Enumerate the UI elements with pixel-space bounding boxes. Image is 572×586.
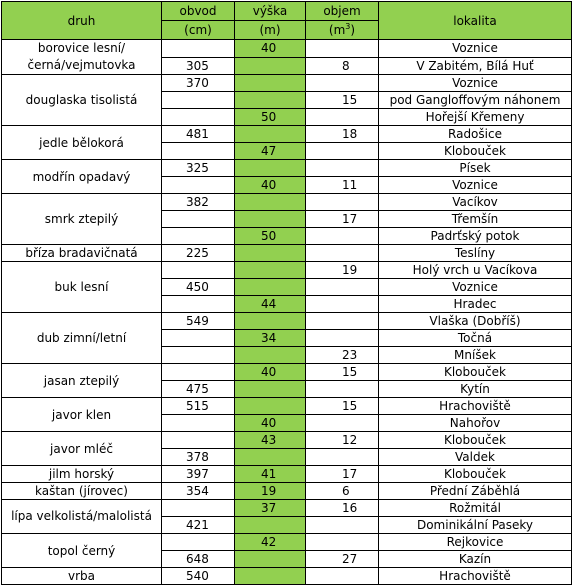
cell-lokalita: Točná [379, 330, 572, 347]
table-row [2, 313, 572, 330]
cell-vyska [235, 279, 306, 296]
cell-lokalita: Valdek [379, 449, 572, 466]
cell-vyska: 47 [235, 143, 306, 160]
cell-vyska [235, 381, 306, 398]
cell-vyska [235, 211, 306, 228]
cell-druh: buk lesní [2, 262, 162, 313]
objem-unit-close: ) [350, 23, 356, 37]
cell-lokalita: pod Gangloffovým náhonem [379, 92, 572, 109]
table-row [2, 364, 572, 381]
cell-vyska [235, 313, 306, 330]
cell-vyska: 40 [235, 364, 306, 381]
cell-vyska: 19 [235, 483, 306, 500]
table-row [2, 534, 572, 551]
cell-druh: modřín opadavý [2, 160, 162, 194]
cell-objem [306, 313, 379, 330]
cell-obvod: 325 [162, 160, 235, 177]
cell-objem [306, 40, 379, 58]
cell-obvod: 475 [162, 381, 235, 398]
objem-unit-sup: 3 [345, 22, 351, 31]
cell-objem [306, 245, 379, 262]
cell-lokalita: Vacíkov [379, 194, 572, 211]
cell-lokalita: Hrachoviště [379, 568, 572, 585]
cell-obvod [162, 211, 235, 228]
cell-lokalita: Klobouček [379, 432, 572, 449]
cell-druh: lípa velkolistá/malolistá [2, 500, 162, 534]
cell-lokalita: Písek [379, 160, 572, 177]
cell-vyska: 41 [235, 466, 306, 483]
cell-obvod [162, 415, 235, 432]
cell-lokalita: Rejkovice [379, 534, 572, 551]
cell-objem [306, 330, 379, 347]
cell-lokalita: Vlaška (Dobříš) [379, 313, 572, 330]
cell-vyska [235, 262, 306, 279]
cell-lokalita: Klobouček [379, 466, 572, 483]
cell-obvod: 540 [162, 568, 235, 585]
cell-obvod [162, 92, 235, 109]
cell-obvod: 370 [162, 75, 235, 92]
cell-vyska: 42 [235, 534, 306, 551]
cell-vyska: 44 [235, 296, 306, 313]
header-vyska: výška [235, 2, 306, 21]
cell-lokalita: Kytín [379, 381, 572, 398]
cell-lokalita: Voznice [379, 40, 572, 58]
cell-lokalita: V Zabitém, Bílá Huť [379, 57, 572, 75]
cell-objem [306, 517, 379, 534]
cell-druh: kaštan (jírovec) [2, 483, 162, 500]
cell-objem [306, 109, 379, 126]
table-row [2, 160, 572, 177]
cell-obvod [162, 347, 235, 364]
header-objem-unit [306, 21, 379, 40]
cell-vyska: 40 [235, 40, 306, 58]
cell-obvod: 549 [162, 313, 235, 330]
cell-objem: 8 [306, 57, 379, 75]
cell-druh: jasan ztepilý [2, 364, 162, 398]
cell-objem: 12 [306, 432, 379, 449]
cell-vyska [235, 449, 306, 466]
cell-obvod [162, 534, 235, 551]
table-row [2, 483, 572, 500]
cell-objem [306, 160, 379, 177]
table-row [2, 466, 572, 483]
table-row [2, 245, 572, 262]
cell-objem: 18 [306, 126, 379, 143]
cell-druh: bříza bradavičnatá [2, 245, 162, 262]
cell-lokalita: Voznice [379, 279, 572, 296]
cell-objem: 15 [306, 92, 379, 109]
cell-vyska [235, 398, 306, 415]
cell-lokalita: Hrachoviště [379, 398, 572, 415]
cell-druh: topol černý [2, 534, 162, 568]
cell-lokalita: Klobouček [379, 143, 572, 160]
cell-druh: javor mléč [2, 432, 162, 466]
cell-vyska: 50 [235, 109, 306, 126]
cell-obvod [162, 143, 235, 160]
cell-obvod [162, 109, 235, 126]
header-obvod-unit: (cm) [162, 21, 235, 40]
table-row [2, 126, 572, 143]
cell-lokalita: Klobouček [379, 364, 572, 381]
cell-vyska [235, 245, 306, 262]
table-row [2, 40, 572, 58]
cell-vyska: 34 [235, 330, 306, 347]
cell-obvod [162, 500, 235, 517]
cell-obvod: 305 [162, 57, 235, 75]
cell-lokalita: Rožmitál [379, 500, 572, 517]
cell-lokalita: Nahořov [379, 415, 572, 432]
cell-vyska [235, 347, 306, 364]
cell-vyska: 40 [235, 415, 306, 432]
cell-objem [306, 534, 379, 551]
cell-objem [306, 279, 379, 296]
cell-druh: jilm horský [2, 466, 162, 483]
cell-vyska [235, 194, 306, 211]
table-row [2, 500, 572, 517]
cell-objem: 17 [306, 211, 379, 228]
cell-obvod: 397 [162, 466, 235, 483]
cell-lokalita: Holý vrch u Vacíkova [379, 262, 572, 279]
cell-druh: javor klen [2, 398, 162, 432]
cell-objem [306, 194, 379, 211]
cell-vyska [235, 126, 306, 143]
cell-lokalita: Radošice [379, 126, 572, 143]
cell-druh: smrk ztepilý [2, 194, 162, 245]
cell-lokalita: Padrťský potok [379, 228, 572, 245]
header-lokalita: lokalita [379, 2, 572, 40]
cell-lokalita: Přední Záběhlá [379, 483, 572, 500]
cell-objem: 15 [306, 364, 379, 381]
cell-objem: 6 [306, 483, 379, 500]
cell-lokalita: Třemšín [379, 211, 572, 228]
cell-obvod [162, 296, 235, 313]
header-row [2, 2, 572, 21]
cell-lokalita: Dominikální Paseky [379, 517, 572, 534]
cell-vyska [235, 160, 306, 177]
cell-lokalita: Voznice [379, 177, 572, 194]
cell-obvod [162, 177, 235, 194]
cell-vyska [235, 75, 306, 92]
table-row [2, 194, 572, 211]
table-row [2, 262, 572, 279]
cell-druh: douglaska tisolistá [2, 75, 162, 126]
cell-objem [306, 228, 379, 245]
cell-vyska [235, 92, 306, 109]
cell-lokalita: Hořejší Křemeny [379, 109, 572, 126]
cell-obvod [162, 40, 235, 58]
cell-obvod: 354 [162, 483, 235, 500]
cell-lokalita: Kazín [379, 551, 572, 568]
cell-obvod: 450 [162, 279, 235, 296]
cell-obvod: 481 [162, 126, 235, 143]
cell-vyska: 40 [235, 177, 306, 194]
table-row [2, 568, 572, 585]
cell-objem: 16 [306, 500, 379, 517]
cell-objem: 15 [306, 398, 379, 415]
cell-obvod: 421 [162, 517, 235, 534]
header-druh: druh [2, 2, 162, 40]
cell-obvod [162, 262, 235, 279]
cell-lokalita: Mníšek [379, 347, 572, 364]
cell-objem [306, 568, 379, 585]
cell-vyska [235, 551, 306, 568]
cell-obvod [162, 432, 235, 449]
cell-vyska [235, 568, 306, 585]
cell-druh: borovice lesní/černá/vejmutovka [2, 40, 162, 75]
cell-obvod: 225 [162, 245, 235, 262]
cell-obvod: 378 [162, 449, 235, 466]
table-body [2, 40, 572, 585]
header-obvod: obvod [162, 2, 235, 21]
cell-lokalita: Voznice [379, 75, 572, 92]
cell-objem [306, 143, 379, 160]
cell-lokalita: Hradec [379, 296, 572, 313]
table-row [2, 432, 572, 449]
cell-druh: vrba [2, 568, 162, 585]
cell-vyska: 37 [235, 500, 306, 517]
cell-objem: 27 [306, 551, 379, 568]
cell-obvod [162, 330, 235, 347]
cell-vyska: 43 [235, 432, 306, 449]
cell-lokalita: Teslíny [379, 245, 572, 262]
cell-obvod [162, 228, 235, 245]
header-objem: objem [306, 2, 379, 21]
cell-objem: 11 [306, 177, 379, 194]
cell-obvod [162, 364, 235, 381]
objem-unit-open: (m [328, 23, 346, 37]
cell-druh: jedle bělokorá [2, 126, 162, 160]
cell-objem: 23 [306, 347, 379, 364]
header-vyska-unit: (m) [235, 21, 306, 40]
cell-obvod: 648 [162, 551, 235, 568]
cell-vyska [235, 517, 306, 534]
cell-objem [306, 415, 379, 432]
cell-objem [306, 75, 379, 92]
cell-druh: dub zimní/letní [2, 313, 162, 364]
cell-objem [306, 449, 379, 466]
trees-table [1, 1, 572, 585]
table-row [2, 398, 572, 415]
cell-objem [306, 296, 379, 313]
cell-objem [306, 381, 379, 398]
cell-objem: 19 [306, 262, 379, 279]
cell-obvod: 382 [162, 194, 235, 211]
table-row [2, 75, 572, 92]
cell-objem: 17 [306, 466, 379, 483]
cell-vyska [235, 57, 306, 75]
cell-obvod: 515 [162, 398, 235, 415]
cell-vyska: 50 [235, 228, 306, 245]
